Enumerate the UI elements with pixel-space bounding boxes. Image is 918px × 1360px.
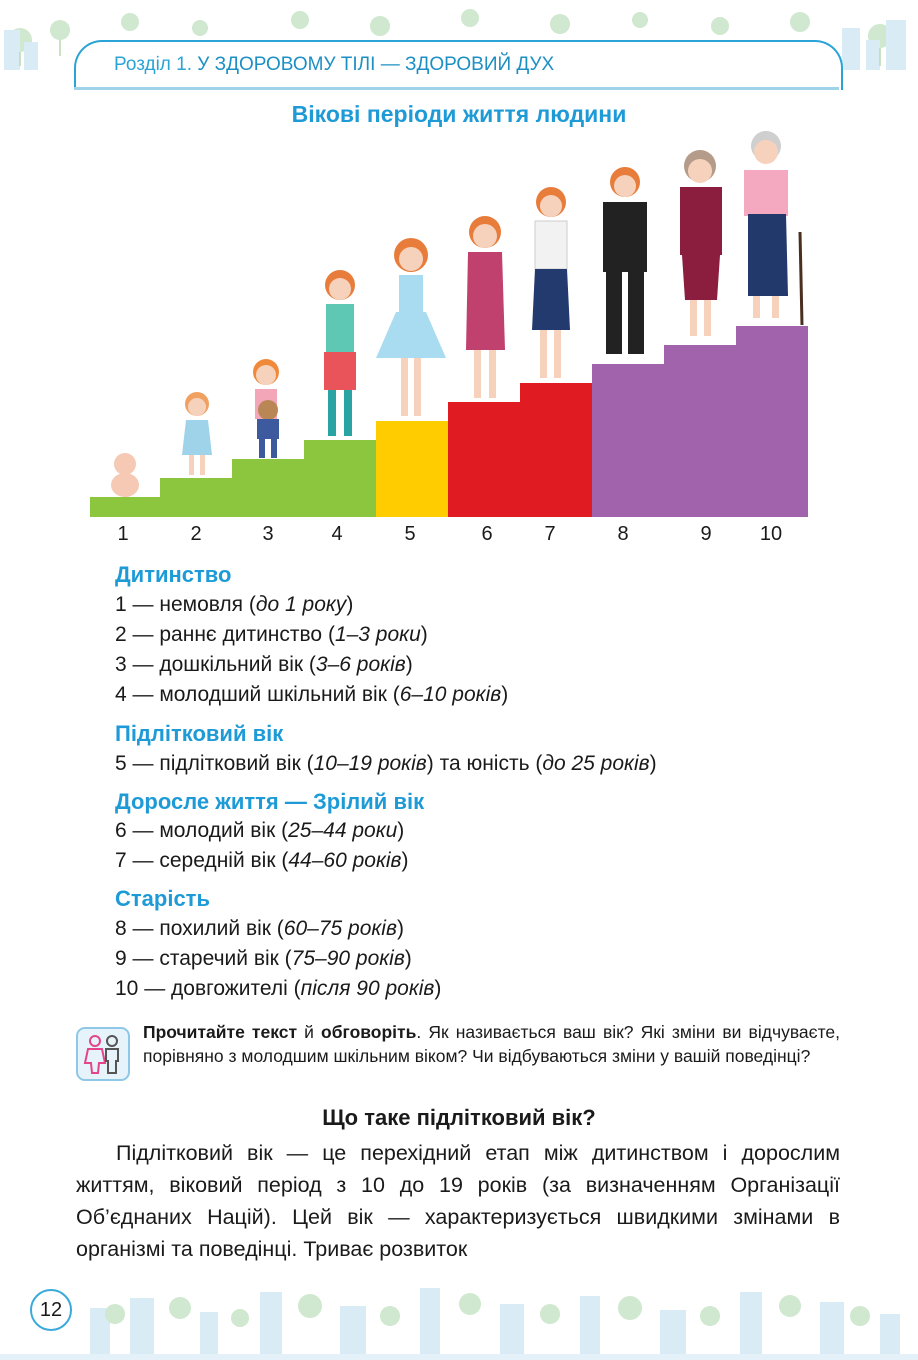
step-number: 7: [544, 523, 556, 545]
period-item: 3 — дошкільний вік (3–6 років): [115, 653, 413, 676]
period-item: 1 — немовля (до 1 року): [115, 593, 354, 616]
period-item: 9 — старечий вік (75–90 років): [115, 947, 412, 970]
preschooler-figure: [253, 359, 279, 458]
period-item: 2 — раннє дитинство (1–3 роки): [115, 623, 428, 646]
step-number: 10: [759, 523, 783, 545]
step-number: 4: [331, 523, 343, 545]
step-number: 3: [262, 523, 274, 545]
teen-girl-figure: [376, 238, 446, 416]
section-heading-childhood: Дитинство: [115, 562, 232, 587]
period-item: 4 — молодший шкільний вік (6–10 років): [115, 683, 509, 706]
young-woman-figure: [466, 216, 505, 398]
period-item: 8 — похилий вік (60–75 років): [115, 917, 404, 940]
age-staircase-illustration: [0, 0, 918, 520]
baby-figure: [111, 453, 139, 497]
long-liver-woman-figure: [744, 131, 802, 325]
step-number: 1: [117, 523, 129, 545]
figure-title: Вікові періоди життя людини: [291, 101, 627, 127]
aged-woman-figure: [680, 150, 722, 336]
decorative-bottom-border: [0, 1268, 918, 1360]
page-number: 12: [30, 1289, 72, 1331]
section-heading-old-age: Старість: [115, 886, 210, 911]
section-heading-adult: Доросле життя — Зрілий вік: [115, 789, 425, 814]
elderly-woman-figure: [603, 167, 647, 354]
step-number: 6: [481, 523, 493, 545]
period-item: 5 — підлітковий вік (10–19 років) та юність (до 25 років): [115, 752, 657, 775]
step-number: 2: [190, 523, 202, 545]
toddler-figure: [182, 392, 212, 475]
body-paragraph: Підлітковий вік — це перехідний етап між дитинством і дорослим життям, віковий період з 10 до 19 років (за визначенням Організації Об’єднаних Націй). Цей вік — характеризується швидкими змінами в організмі та поведінці. Триває розвиток: [76, 1141, 840, 1261]
step-number: 9: [700, 523, 712, 545]
period-item: 7 — середній вік (44–60 років): [115, 849, 409, 872]
period-item: 6 — молодий вік (25–44 роки): [115, 819, 405, 842]
people-discussion-icon: [76, 1027, 130, 1081]
chapter-label: Розділ 1.: [114, 54, 193, 75]
step-number: 8: [617, 523, 629, 545]
period-item: 10 — довгожителі (після 90 років): [115, 977, 442, 1000]
discussion-task: Прочитайте текст й обговоріть. Як називається ваш вік? Які зміни ви відчуваєте, порівняно з молодшим шкільним віком? Чи відбуваються зміни у вашій поведінці?: [143, 1022, 840, 1066]
step-number: 5: [404, 523, 416, 545]
section-heading-teen: Підлітковий вік: [115, 721, 284, 746]
chapter-title: У ЗДОРОВОМУ ТІЛІ — ЗДОРОВИЙ ДУХ: [197, 54, 555, 75]
school-girl-figure: [324, 270, 356, 436]
question-heading: Що таке підлітковий вік?: [322, 1105, 596, 1130]
middle-aged-woman-figure: [532, 187, 570, 378]
